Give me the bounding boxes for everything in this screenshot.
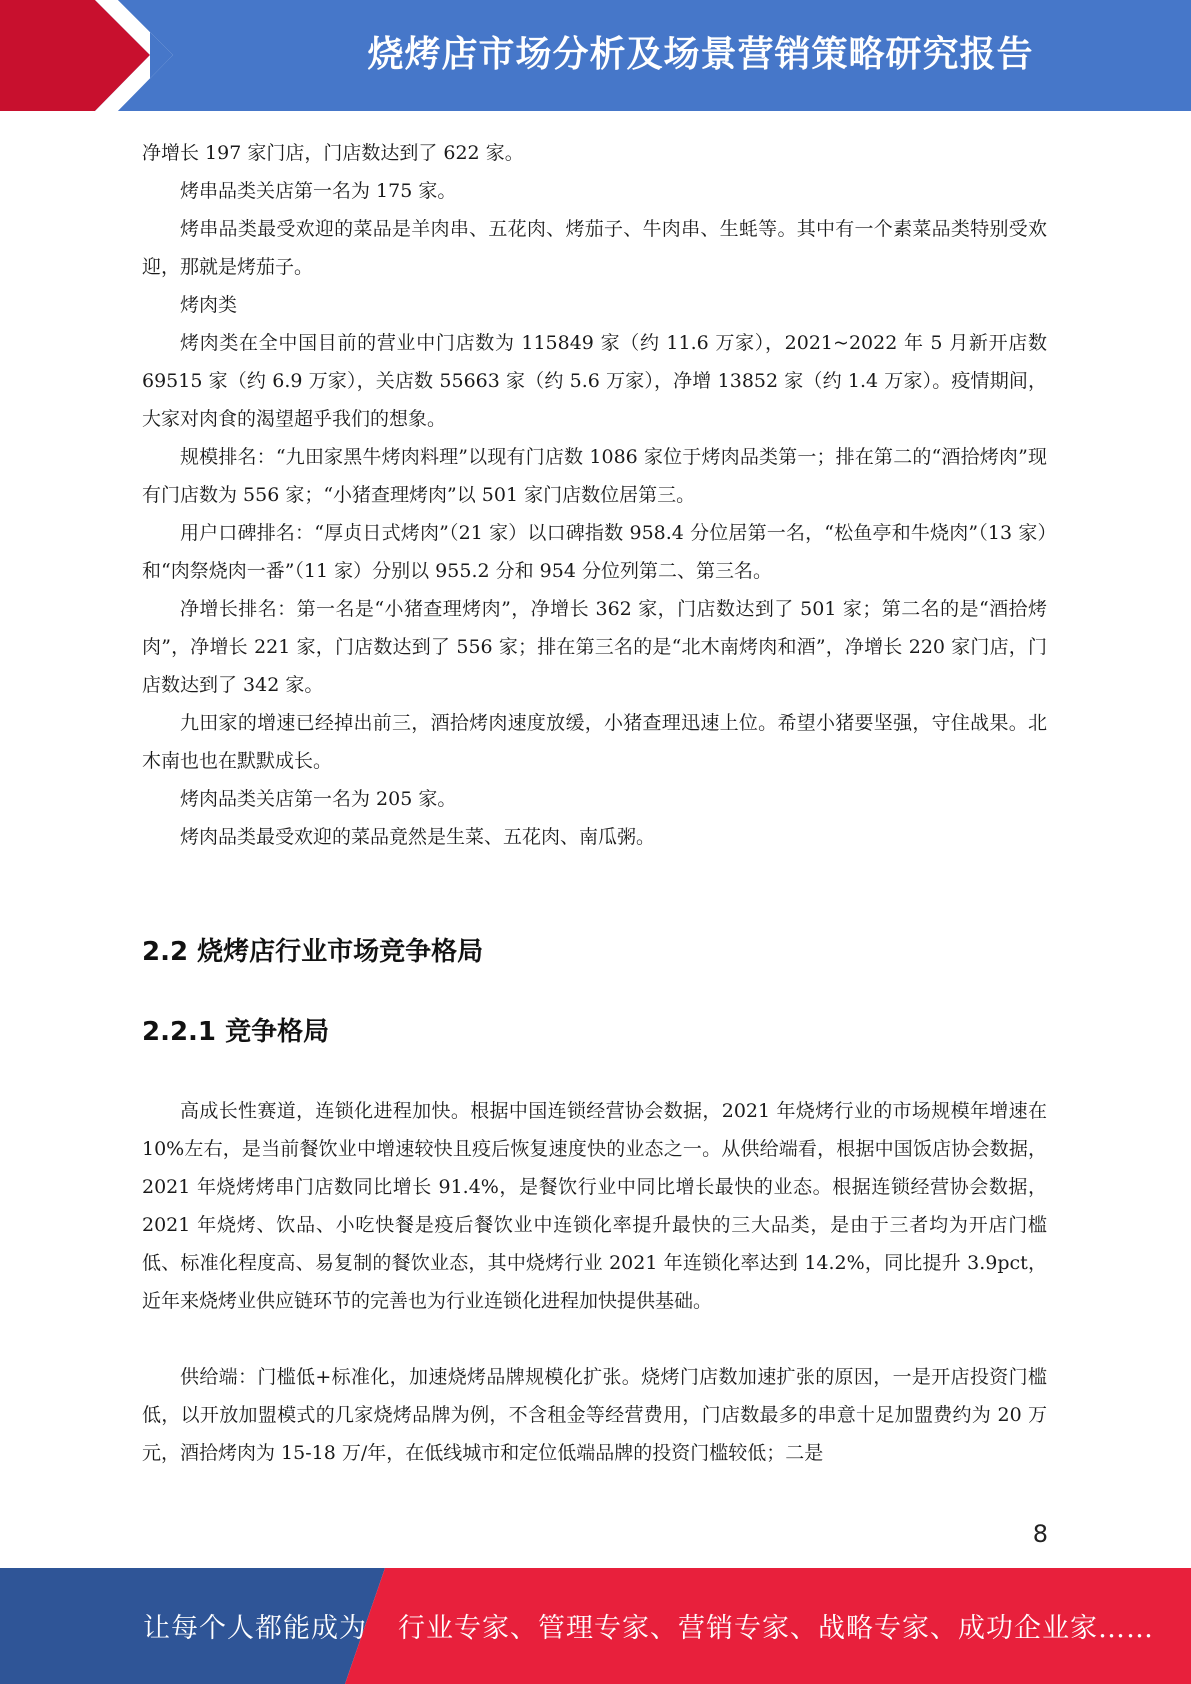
section-heading-2-2: 2.2 烧烤店行业市场竞争格局 [142, 937, 484, 967]
paragraph: 烤串品类最受欢迎的菜品是羊肉串、五花肉、烤茄子、牛肉串、生蚝等。其中有一个素菜品类特别受欢迎，那就是烤茄子。 [142, 218, 1047, 278]
paragraph: 用户口碑排名：“厚贞日式烤肉”（21 家）以口碑指数 958.4 分位居第一名，“松鱼亭和牛烧肉”（13 家）和“肉祭烧肉一番”（11 家）分别以 955.2 分和 954 分位列第二、第三名。 [142, 522, 1047, 582]
paragraph: 九田家的增速已经掉出前三，酒拾烤肉速度放缓，小猪查理迅速上位。希望小猪要坚强，守住战果。北木南也也在默默成长。 [142, 712, 1047, 772]
footer-slogan-right: 行业专家、管理专家、营销专家、战略专家、成功企业家…… [398, 1613, 1154, 1644]
paragraph: 高成长性赛道，连锁化进程加快。根据中国连锁经营协会数据，2021 年烧烤行业的市场规模年增速在 10%左右，是当前餐饮业中增速较快且疫后恢复速度快的业态之一。从供给端看，根据中国饭店协会数据，2021 年烧烤烤串门店数同比增长 91.4%，是餐饮行业中同比增长最快的业态。根据连锁经营协会数据，2021 年烧烤、饮品、小吃快餐是疫后餐饮业中连锁化率提升最快的三大品类，是由于三者均为开店门槛低、标准化程度高、易复制的餐饮业态，其中烧烤行业 2021 年连锁化率达到 14.2%，同比提升 3.9pct，近年来烧烤业供应链环节的完善也为行业连锁化进程加快提供基础。 [142, 1100, 1047, 1312]
page-footer [0, 1568, 1191, 1684]
subheading-bbq-meat: 烤肉类 [180, 294, 238, 316]
section-heading-2-2-1: 2.2.1 竞争格局 [142, 1017, 330, 1047]
paragraph: 净增长 197 家门店，门店数达到了 622 家。 [142, 142, 524, 164]
paragraph: 净增长排名：第一名是“小猪查理烤肉”，净增长 362 家，门店数达到了 501 家；第二名的是“酒拾烤肉”，净增长 221 家，门店数达到了 556 家；排在第三名的是“北木南烤肉和酒”，净增长 220 家门店，门店数达到了 342 家。 [142, 598, 1047, 696]
footer-slogan-left: 让每个人都能成为 [143, 1613, 367, 1644]
page-number: 8 [1032, 1520, 1048, 1548]
page-header [0, 0, 1191, 111]
document-body [142, 134, 1047, 1472]
paragraph: 规模排名：“九田家黑牛烤肉料理”以现有门店数 1086 家位于烤肉品类第一；排在第二的“酒拾烤肉”现有门店数为 556 家；“小猪查理烤肉”以 501 家门店数位居第三。 [142, 446, 1047, 506]
paragraph: 烤串品类关店第一名为 175 家。 [180, 180, 457, 202]
paragraph: 烤肉品类关店第一名为 205 家。 [180, 788, 457, 810]
paragraph: 烤肉品类最受欢迎的菜品竟然是生菜、五花肉、南瓜粥。 [180, 826, 656, 848]
paragraph: 烤肉类在全中国目前的营业中门店数为 115849 家（约 11.6 万家），2021~2022 年 5 月新开店数 69515 家（约 6.9 万家），关店数 55663 家（约 5.6 万家），净增 13852 家（约 1.4 万家）。疫情期间，大家对肉食的渴望超乎我们的想象。 [142, 332, 1047, 430]
report-title: 烧烤店市场分析及场景营销策略研究报告 [367, 34, 1034, 75]
paragraph: 供给端：门槛低+标准化，加速烧烤品牌规模化扩张。烧烤门店数加速扩张的原因，一是开店投资门槛低，以开放加盟模式的几家烧烤品牌为例，不含租金等经营费用，门店数最多的串意十足加盟费约为 20 万元，酒拾烤肉为 15-18 万/年，在低线城市和定位低端品牌的投资门槛较低；二是 [142, 1366, 1047, 1464]
